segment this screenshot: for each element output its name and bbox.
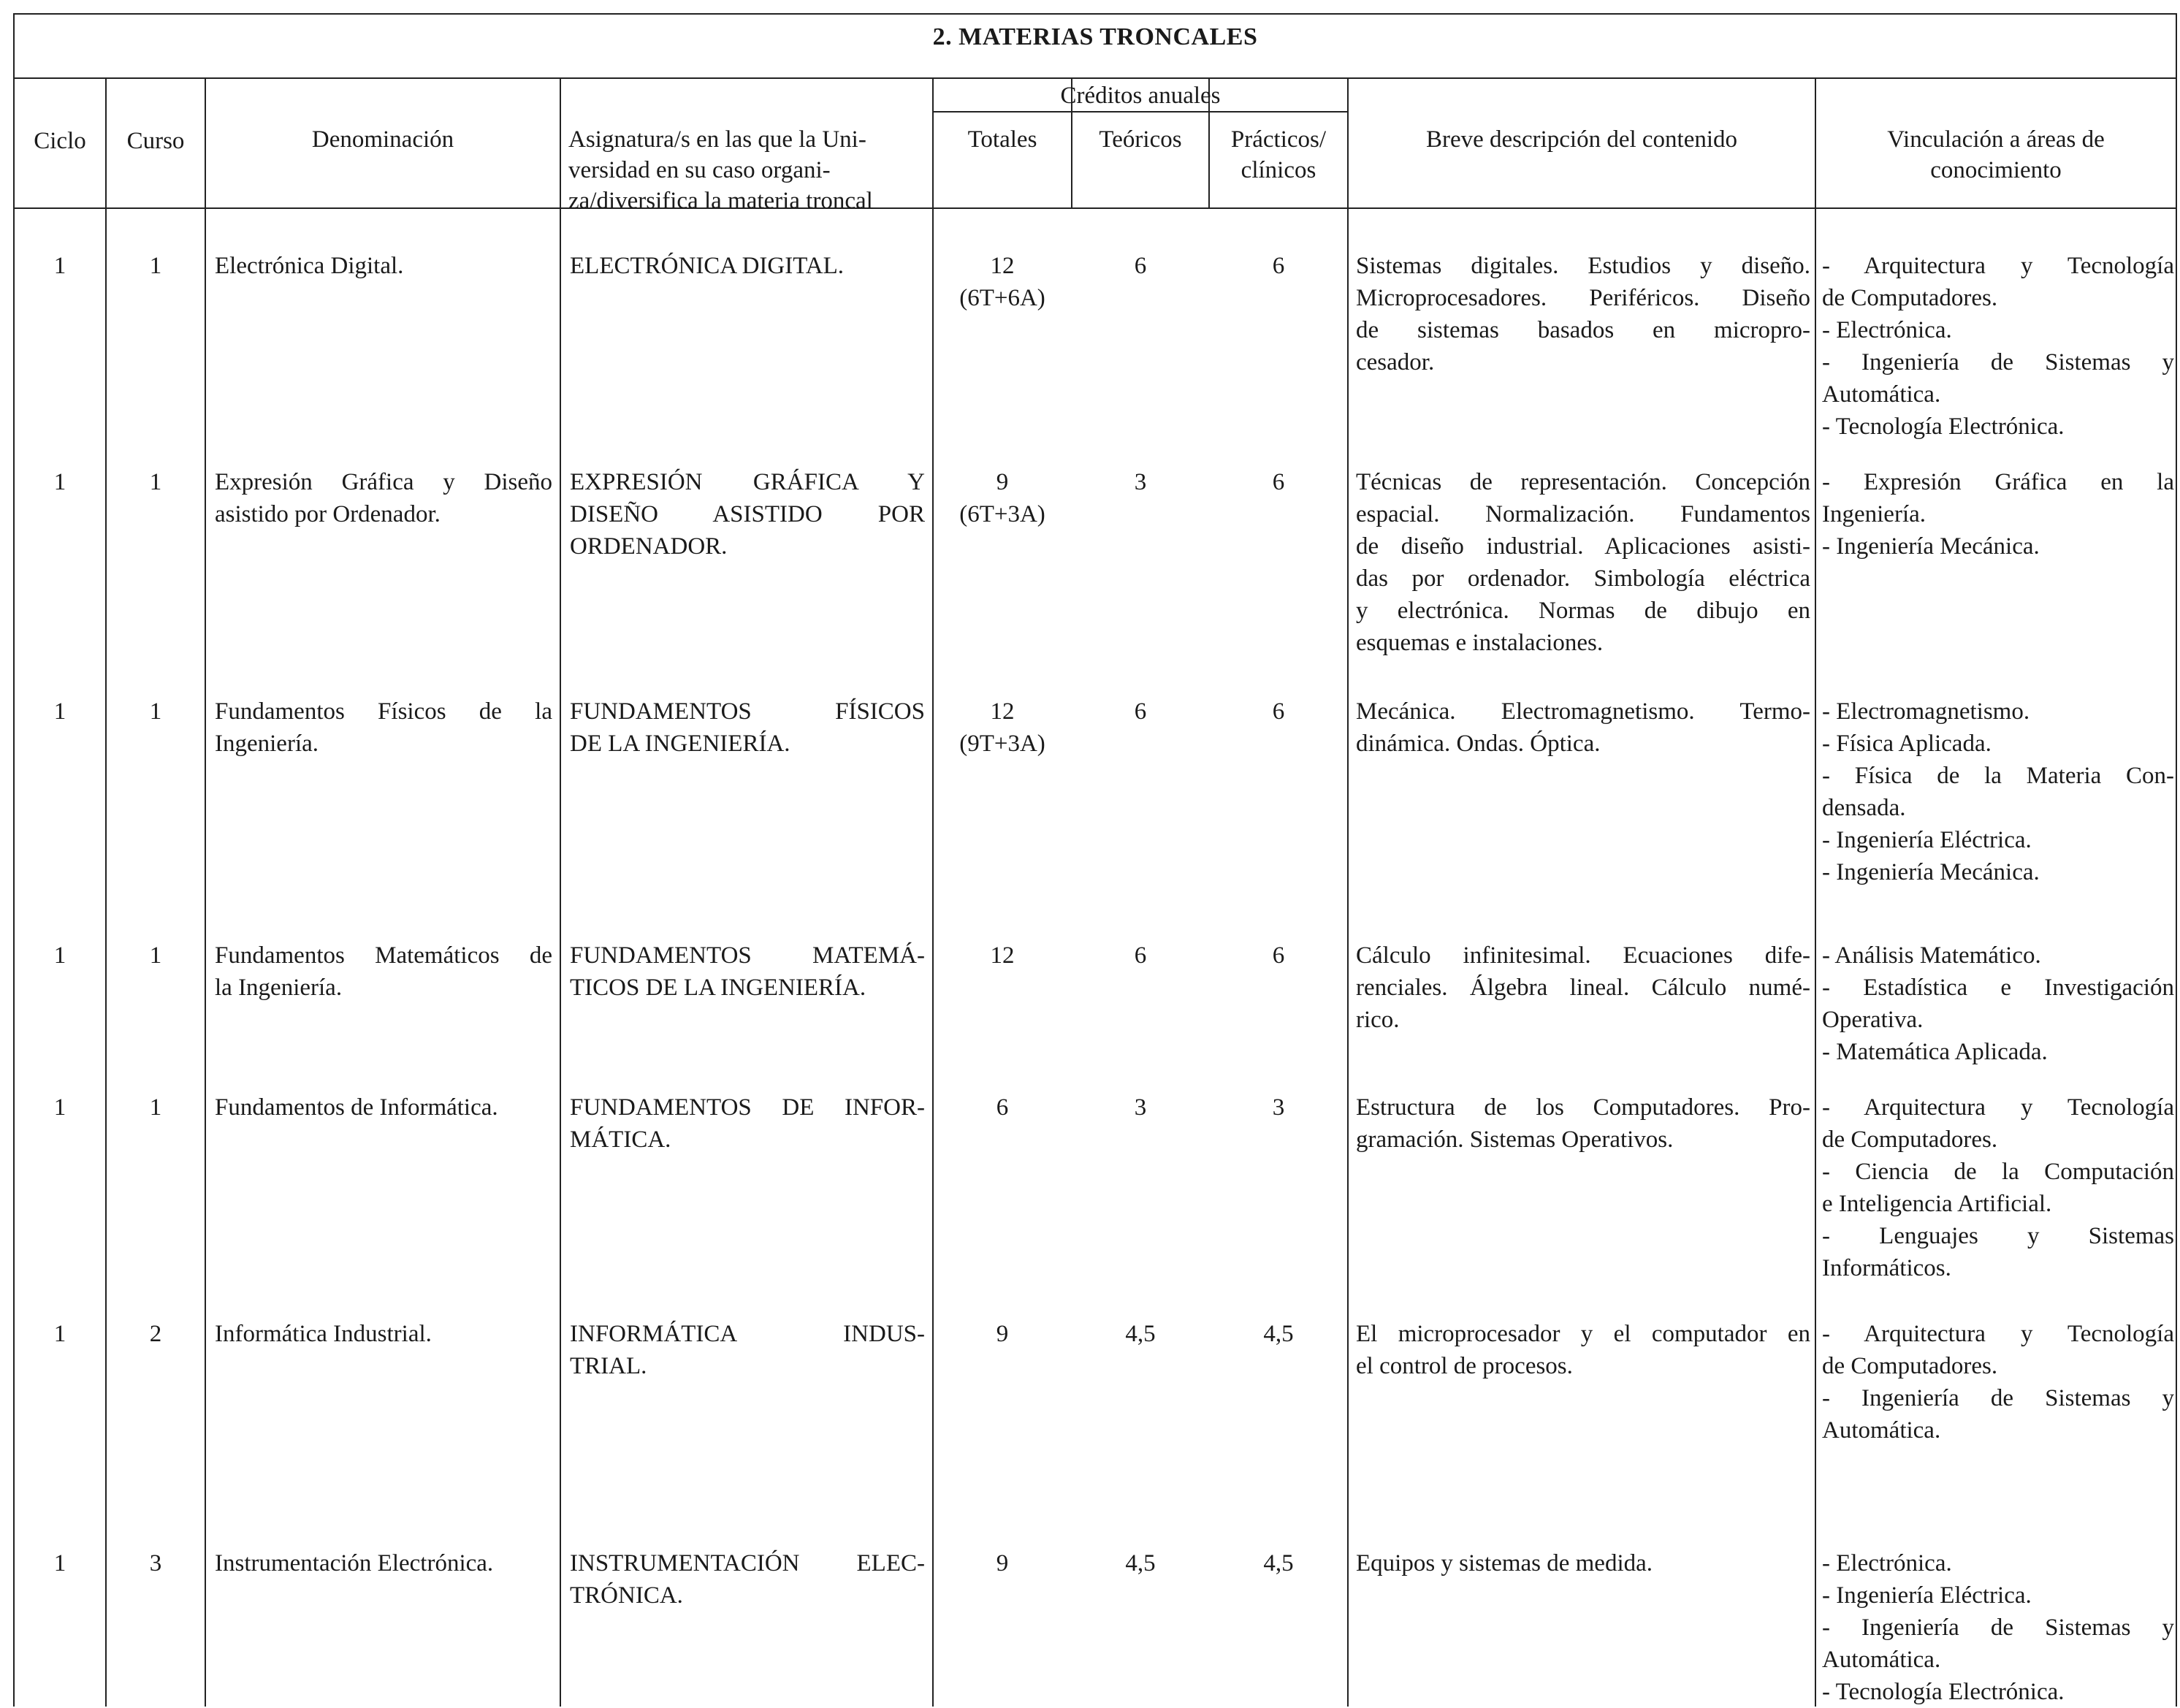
vinculacion-line: - Arquitectura y Tecnología [1822, 1321, 2174, 1347]
cell-ciclo [15, 1091, 105, 1124]
asignatura-line: MÁTICA. [570, 1126, 671, 1153]
cell-totales [934, 1318, 1071, 1350]
cell-denominacion [215, 250, 552, 282]
descripcion-line: Estructura de los Computadores. Pro- [1356, 1094, 1810, 1121]
column-rule [105, 79, 107, 1707]
cell-curso [107, 1091, 205, 1124]
vinculacion-line: - Matemática Aplicada. [1822, 1039, 2048, 1065]
header-denominacion: Denominación [311, 126, 454, 153]
denominacion-line: asistido por Ordenador. [215, 501, 441, 527]
header-creditos: Créditos anuales [1060, 83, 1221, 109]
totales-line: 9 [996, 1550, 1009, 1577]
cell-totales [934, 250, 1071, 314]
ciclo-line: 1 [53, 1550, 66, 1577]
practicos-line: 6 [1272, 253, 1285, 279]
practicos-line: 4,5 [1263, 1321, 1294, 1347]
vinculacion-line: - Física de la Materia Con- [1822, 763, 2174, 789]
descripcion-line: Mecánica. Electromagnetismo. Termo- [1356, 698, 1810, 725]
descripcion-line: cesador. [1356, 349, 1435, 375]
materias-troncales-table [13, 77, 2177, 1707]
totales-line: 12 [990, 942, 1015, 969]
cell-teoricos [1072, 695, 1208, 728]
totales-line: 12 [990, 698, 1015, 725]
header-curso: Curso [126, 128, 185, 154]
asignatura-line: TICOS DE LA INGENIERÍA. [570, 975, 866, 1001]
denominacion-line: Fundamentos de Informática. [215, 1094, 498, 1121]
vinculacion-line: - Lenguajes y Sistemas [1822, 1223, 2174, 1249]
descripcion-line: El microprocesador y el computador en [1356, 1321, 1810, 1347]
vinculacion-line: Automática. [1822, 1647, 1941, 1673]
vinculacion-line: - Ingeniería Eléctrica. [1822, 827, 2032, 853]
vinculacion-line: Automática. [1822, 1417, 1941, 1444]
cell-curso [107, 250, 205, 282]
asignatura-line: FUNDAMENTOS FÍSICOS [570, 698, 925, 725]
cell-descripcion [1356, 250, 1810, 378]
cell-descripcion [1356, 695, 1810, 760]
cell-denominacion [215, 1318, 552, 1350]
descripcion-line: el control de procesos. [1356, 1353, 1573, 1379]
asignatura-line: ORDENADOR. [570, 533, 728, 560]
creditos-rule [932, 111, 1349, 113]
descripcion-line: Cálculo infinitesimal. Ecuaciones dife- [1356, 942, 1810, 969]
vinculacion-line: - Ingeniería Mecánica. [1822, 533, 2040, 560]
header-teoricos: Teóricos [1099, 126, 1182, 153]
descripcion-line: Microprocesadores. Periféricos. Diseño [1356, 285, 1810, 311]
cell-curso [107, 939, 205, 972]
vinculacion-line: de Computadores. [1822, 1126, 1998, 1153]
header-line: za/diversifica la materia troncal [568, 188, 873, 214]
descripcion-line: de sistemas basados en micropro- [1356, 317, 1810, 343]
cell-vinculacion [1822, 1318, 2174, 1446]
denominacion-line: la Ingeniería. [215, 975, 343, 1001]
cell-descripcion [1356, 1091, 1810, 1156]
column-rule [560, 79, 561, 1707]
vinculacion-line: - Expresión Gráfica en la [1822, 469, 2174, 495]
cell-curso [107, 1318, 205, 1350]
vinculacion-line: - Electromagnetismo. [1822, 698, 2030, 725]
ciclo-line: 1 [53, 253, 66, 279]
cell-descripcion [1356, 466, 1810, 659]
cell-descripcion [1356, 1318, 1810, 1382]
column-rule [932, 79, 934, 1707]
vinculacion-line: - Ingeniería Mecánica. [1822, 859, 2040, 885]
curso-line: 2 [149, 1321, 162, 1347]
section-title: 2. MATERIAS TRONCALES [932, 23, 1258, 50]
header-line: conocimiento [1930, 157, 2062, 183]
cell-asignatura [570, 1091, 925, 1156]
cell-denominacion [215, 939, 552, 1004]
vinculacion-line: e Inteligencia Artificial. [1822, 1191, 2052, 1217]
table-border-left [13, 79, 15, 1707]
ciclo-line: 1 [53, 469, 66, 495]
vinculacion-line: Informáticos. [1822, 1255, 1951, 1281]
cell-ciclo [15, 1547, 105, 1579]
denominacion-line: Instrumentación Electrónica. [215, 1550, 494, 1577]
cell-practicos [1210, 250, 1347, 282]
asignatura-line: INFORMÁTICA INDUS- [570, 1321, 925, 1347]
teoricos-line: 6 [1134, 253, 1147, 279]
cell-practicos [1210, 695, 1347, 728]
cell-ciclo [15, 695, 105, 728]
cell-teoricos [1072, 939, 1208, 972]
vinculacion-line: - Arquitectura y Tecnología [1822, 253, 2174, 279]
header-line: Prácticos/ [1230, 126, 1327, 153]
cell-descripcion [1356, 939, 1810, 1036]
cell-denominacion [215, 1091, 552, 1124]
asignatura-line: FUNDAMENTOS DE INFOR- [570, 1094, 925, 1121]
denominacion-line: Expresión Gráfica y Diseño [215, 469, 552, 495]
header-descripcion: Breve descripción del contenido [1425, 126, 1738, 153]
ciclo-line: 1 [53, 1094, 66, 1121]
cell-denominacion [215, 1547, 552, 1579]
cell-vinculacion [1822, 939, 2174, 1068]
practicos-line: 6 [1272, 698, 1285, 725]
totales-line: 12 [990, 253, 1015, 279]
cell-ciclo [15, 250, 105, 282]
cell-totales [934, 466, 1071, 530]
descripcion-line: gramación. Sistemas Operativos. [1356, 1126, 1674, 1153]
header-vinculacion [1816, 124, 2176, 186]
totales-line: 6 [996, 1094, 1009, 1121]
totales-line: 9 [996, 1321, 1009, 1347]
curso-line: 1 [149, 253, 162, 279]
title-box [13, 13, 2177, 77]
column-rule [1815, 79, 1816, 1707]
vinculacion-line: - Física Aplicada. [1822, 731, 1992, 757]
cell-ciclo [15, 939, 105, 972]
cell-totales [934, 1547, 1071, 1579]
vinculacion-line: - Ingeniería Eléctrica. [1822, 1582, 2032, 1609]
cell-vinculacion [1822, 1547, 2174, 1708]
asignatura-line: DISEÑO ASISTIDO POR [570, 501, 925, 527]
cell-teoricos [1072, 1318, 1208, 1350]
vinculacion-line: Automática. [1822, 381, 1941, 408]
asignatura-line: INSTRUMENTACIÓN ELEC- [570, 1550, 925, 1577]
descripcion-line: espacial. Normalización. Fundamentos [1356, 501, 1810, 527]
header-line: Vinculación a áreas de [1887, 126, 2105, 153]
cell-practicos [1210, 1318, 1347, 1350]
header-asignatura [568, 124, 923, 216]
cell-ciclo [15, 1318, 105, 1350]
practicos-line: 6 [1272, 469, 1285, 495]
teoricos-line: 4,5 [1125, 1550, 1156, 1577]
vinculacion-line: densada. [1822, 795, 1906, 821]
ciclo-line: 1 [53, 698, 66, 725]
cell-denominacion [215, 695, 552, 760]
teoricos-line: 3 [1134, 469, 1147, 495]
vinculacion-line: Operativa. [1822, 1007, 1924, 1033]
descripcion-line: das por ordenador. Simbología eléctrica [1356, 565, 1810, 592]
totales-line: (9T+3A) [959, 731, 1045, 757]
cell-teoricos [1072, 466, 1208, 498]
curso-line: 1 [149, 942, 162, 969]
cell-vinculacion [1822, 1091, 2174, 1284]
cell-denominacion [215, 466, 552, 530]
header-practicos [1210, 124, 1347, 186]
cell-asignatura [570, 466, 925, 563]
practicos-line: 6 [1272, 942, 1285, 969]
cell-vinculacion [1822, 695, 2174, 888]
vinculacion-line: - Ingeniería de Sistemas y [1822, 349, 2174, 375]
vinculacion-line: - Electrónica. [1822, 317, 1952, 343]
cell-ciclo [15, 466, 105, 498]
vinculacion-line: - Análisis Matemático. [1822, 942, 2041, 969]
header-ciclo: Ciclo [34, 128, 86, 154]
teoricos-line: 6 [1134, 698, 1147, 725]
vinculacion-line: - Ingeniería de Sistemas y [1822, 1385, 2174, 1411]
asignatura-line: ELECTRÓNICA DIGITAL. [570, 253, 844, 279]
descripcion-line: Técnicas de representación. Concepción [1356, 469, 1810, 495]
cell-totales [934, 695, 1071, 760]
cell-practicos [1210, 1091, 1347, 1124]
header-line: clínicos [1240, 157, 1316, 183]
table-border-right [2176, 79, 2177, 1707]
descripcion-line: Equipos y sistemas de medida. [1356, 1550, 1653, 1577]
asignatura-line: TRÓNICA. [570, 1582, 683, 1609]
cell-vinculacion [1822, 466, 2174, 563]
practicos-line: 3 [1272, 1094, 1285, 1121]
descripcion-line: Sistemas digitales. Estudios y diseño. [1356, 253, 1810, 279]
asignatura-line: EXPRESIÓN GRÁFICA Y [570, 469, 925, 495]
cell-vinculacion [1822, 250, 2174, 443]
vinculacion-line: - Estadística e Investigación [1822, 975, 2174, 1001]
cell-totales [934, 939, 1071, 972]
cell-curso [107, 466, 205, 498]
denominacion-line: Informática Industrial. [215, 1321, 432, 1347]
teoricos-line: 3 [1134, 1094, 1147, 1121]
vinculacion-line: - Tecnología Electrónica. [1822, 1679, 2065, 1705]
cell-curso [107, 1547, 205, 1579]
cell-asignatura [570, 939, 925, 1004]
asignatura-line: FUNDAMENTOS MATEMÁ- [570, 942, 925, 969]
denominacion-line: Fundamentos Matemáticos de [215, 942, 552, 969]
teoricos-line: 6 [1134, 942, 1147, 969]
column-rule [205, 79, 206, 1707]
curso-line: 3 [149, 1550, 162, 1577]
cell-totales [934, 1091, 1071, 1124]
cell-asignatura [570, 1318, 925, 1382]
cell-descripcion [1356, 1547, 1810, 1579]
vinculacion-line: de Computadores. [1822, 1353, 1998, 1379]
cell-curso [107, 695, 205, 728]
denominacion-line: Ingeniería. [215, 731, 319, 757]
descripcion-line: de diseño industrial. Aplicaciones asisti- [1356, 533, 1810, 560]
descripcion-line: rico. [1356, 1007, 1400, 1033]
teoricos-line: 4,5 [1125, 1321, 1156, 1347]
denominacion-line: Fundamentos Físicos de la [215, 698, 552, 725]
totales-line: 9 [996, 469, 1009, 495]
asignatura-line: TRIAL. [570, 1353, 647, 1379]
cell-practicos [1210, 939, 1347, 972]
descripcion-line: y electrónica. Normas de dibujo en [1356, 598, 1810, 624]
vinculacion-line: - Electrónica. [1822, 1550, 1952, 1577]
totales-line: (6T+6A) [959, 285, 1045, 311]
descripcion-line: renciales. Álgebra lineal. Cálculo numé- [1356, 975, 1810, 1001]
cell-practicos [1210, 466, 1347, 498]
curso-line: 1 [149, 469, 162, 495]
vinculacion-line: - Arquitectura y Tecnología [1822, 1094, 2174, 1121]
cell-asignatura [570, 1547, 925, 1612]
denominacion-line: Electrónica Digital. [215, 253, 404, 279]
cell-teoricos [1072, 1091, 1208, 1124]
vinculacion-line: Ingeniería. [1822, 501, 1926, 527]
ciclo-line: 1 [53, 1321, 66, 1347]
practicos-line: 4,5 [1263, 1550, 1294, 1577]
totales-line: (6T+3A) [959, 501, 1045, 527]
curso-line: 1 [149, 698, 162, 725]
header-line: Asignatura/s en las que la Uni- [568, 126, 866, 153]
header-line: versidad en su caso organi- [568, 157, 831, 183]
cell-asignatura [570, 695, 925, 760]
vinculacion-line: - Tecnología Electrónica. [1822, 413, 2065, 440]
vinculacion-line: - Ciencia de la Computación [1822, 1159, 2174, 1185]
descripcion-line: dinámica. Ondas. Óptica. [1356, 731, 1601, 757]
curso-line: 1 [149, 1094, 162, 1121]
cell-teoricos [1072, 250, 1208, 282]
vinculacion-line: - Ingeniería de Sistemas y [1822, 1614, 2174, 1641]
header-totales: Totales [967, 126, 1037, 153]
vinculacion-line: de Computadores. [1822, 285, 1998, 311]
ciclo-line: 1 [53, 942, 66, 969]
cell-asignatura [570, 250, 925, 282]
descripcion-line: esquemas e instalaciones. [1356, 630, 1604, 656]
column-rule [1347, 79, 1349, 1707]
cell-teoricos [1072, 1547, 1208, 1579]
asignatura-line: DE LA INGENIERÍA. [570, 731, 790, 757]
header-rule [13, 207, 2177, 209]
cell-practicos [1210, 1547, 1347, 1579]
